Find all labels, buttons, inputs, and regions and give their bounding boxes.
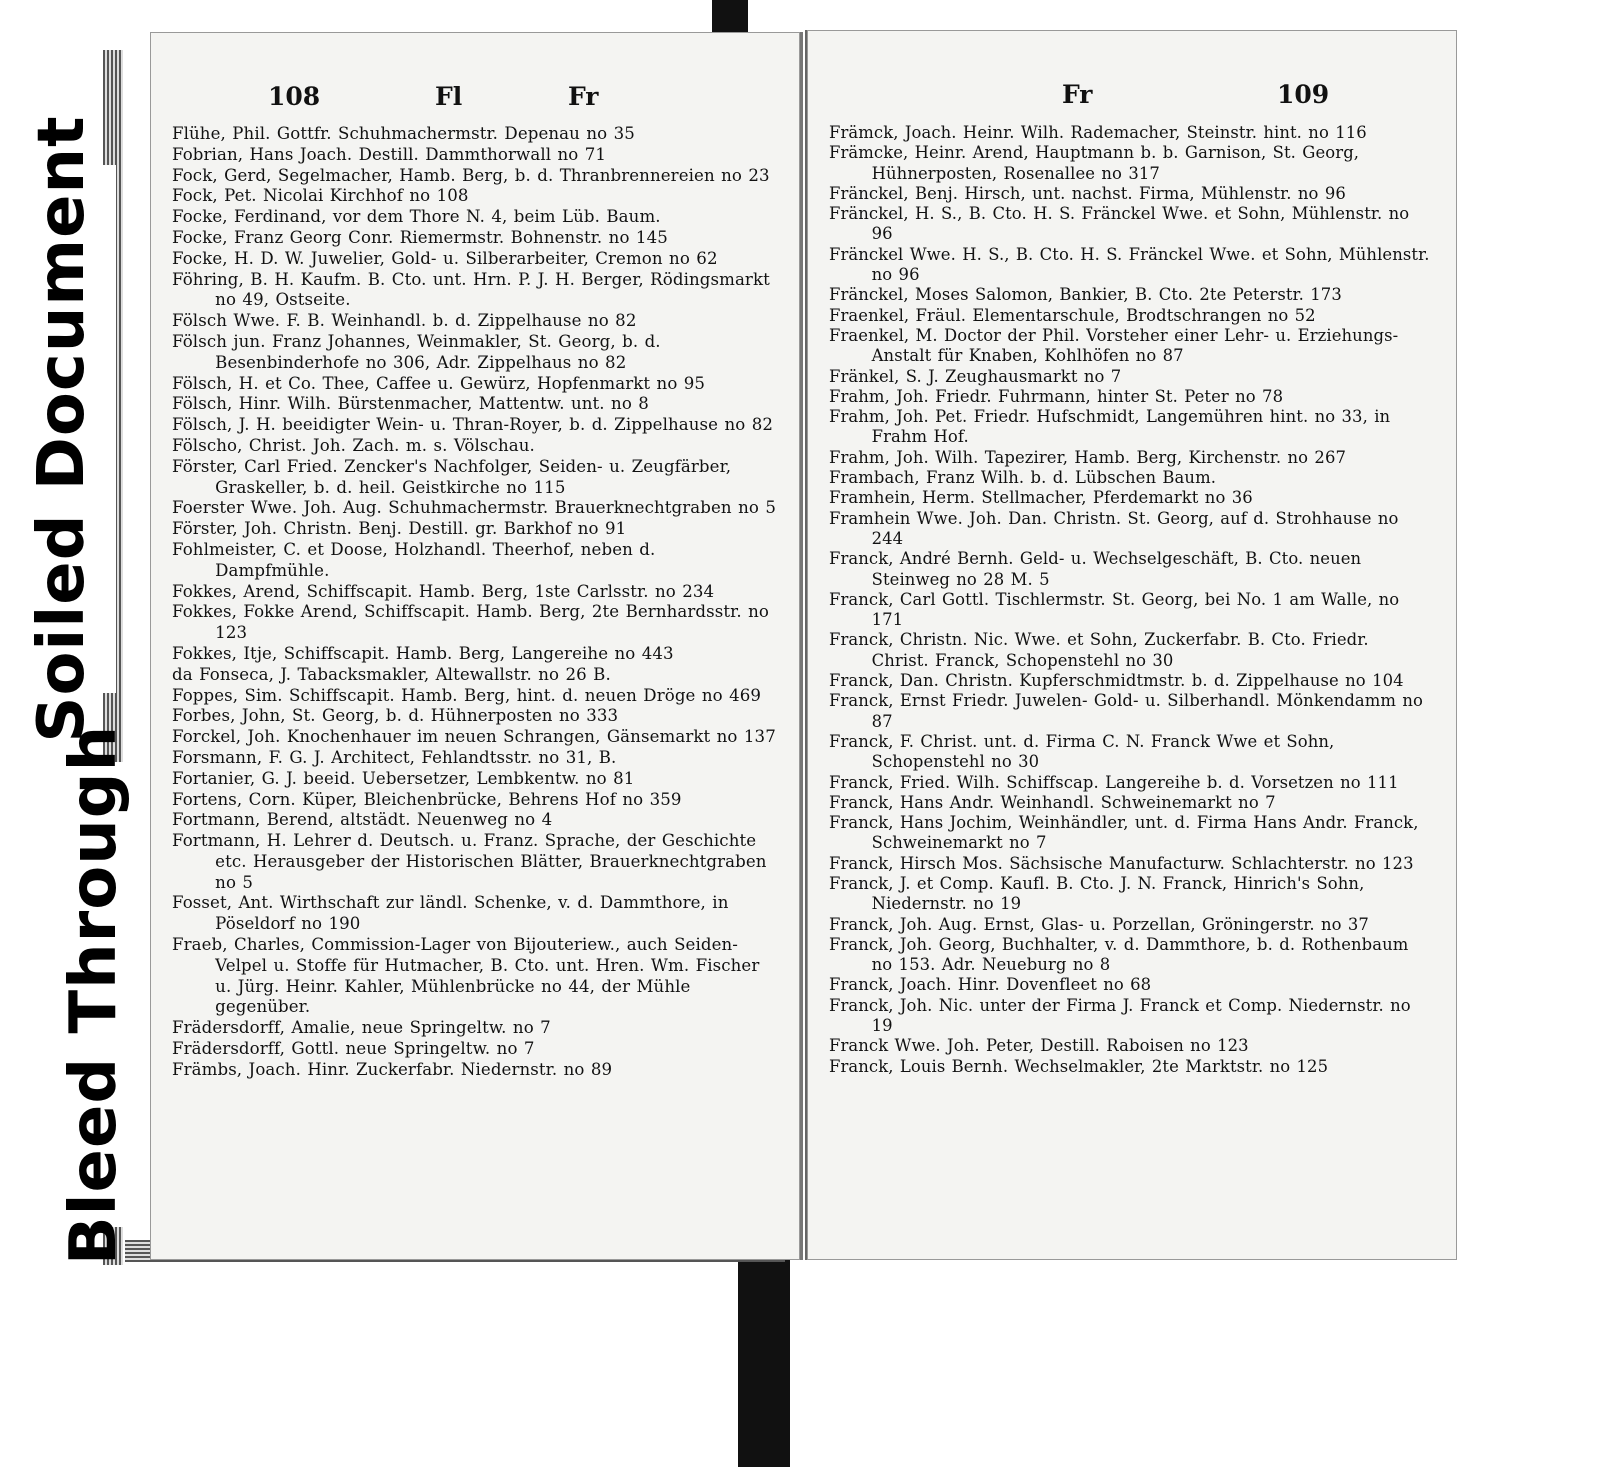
directory-entry: Franck, Carl Gottl. Tischlermstr. St. Georg, bei No. 1 am Walle, no 171 [829, 589, 1400, 630]
directory-entry: Fohlmeister, C. et Doose, Holzhandl. Theerhof, neben d. Dampfmühle. [172, 539, 656, 580]
soiled-document-label [8, 115, 116, 743]
directory-entry: Franck, Joh. Nic. unter der Firma J. Franck et Comp. Niedernstr. no 19 [829, 995, 1411, 1036]
directory-entry: Frahm, Joh. Friedr. Fuhrmann, hinter St. Peter no 78 [829, 386, 1284, 406]
left-entries-list [172, 124, 776, 1081]
directory-entry: Franck, J. et Comp. Kaufl. B. Cto. J. N. Franck, Hinrich's Sohn, Niedernstr. no 19 [829, 873, 1365, 914]
directory-entry: Franck, Hans Andr. Weinhandl. Schweinemarkt no 7 [829, 792, 1276, 812]
directory-entry: da Fonseca, J. Tabacksmakler, Altewallstr. no 26 B. [172, 664, 611, 684]
directory-entry: Fortanier, G. J. beeid. Uebersetzer, Lembkentw. no 81 [172, 768, 635, 788]
directory-entry: Fränckel, Moses Salomon, Bankier, B. Cto. 2te Peterstr. 173 [829, 285, 1342, 305]
directory-entry: Franck Wwe. Joh. Peter, Destill. Raboisen no 123 [829, 1036, 1249, 1056]
directory-entry: Fortmann, H. Lehrer d. Deutsch. u. Franz. Sprache, der Geschichte etc. Herausgeber der Historischen Blätter, Brauerknechtgraben no 5 [172, 831, 767, 892]
directory-entry: Focke, Franz Georg Conr. Riemermstr. Bohnenstr. no 145 [172, 227, 668, 247]
directory-entry: Fokkes, Fokke Arend, Schiffscapit. Hamb. Berg, 2te Bernhardsstr. no 123 [172, 602, 769, 643]
directory-entry: Fokkes, Arend, Schiffscapit. Hamb. Berg, 1ste Carlsstr. no 234 [172, 581, 715, 601]
right-page-header [807, 80, 1457, 120]
directory-entry: Franck, F. Christ. unt. d. Firma C. N. Franck Wwe et Sohn, Schopenstehl no 30 [829, 731, 1335, 772]
directory-entry: Främck, Joach. Heinr. Wilh. Rademacher, Steinstr. hint. no 116 [829, 123, 1367, 142]
directory-entry: Fölsch Wwe. F. B. Weinhandl. b. d. Zippelhause no 82 [172, 311, 637, 331]
directory-entry: Framhein Wwe. Joh. Dan. Christn. St. Georg, auf d. Strohhause no 244 [829, 508, 1399, 548]
directory-entry: Frambach, Franz Wilh. b. d. Lübschen Baum. [829, 468, 1217, 488]
directory-entry: Fortmann, Berend, altstädt. Neuenweg no 4 [172, 810, 553, 830]
left-header-range-start: Fl [435, 82, 463, 111]
directory-entry: Franck, Joh. Aug. Ernst, Glas- u. Porzellan, Gröningerstr. no 37 [829, 914, 1369, 934]
directory-entry: Fränkel, S. J. Zeughausmarkt no 7 [829, 366, 1122, 386]
directory-entry: Fock, Pet. Nicolai Kirchhof no 108 [172, 186, 469, 206]
directory-entry: Frahm, Joh. Pet. Friedr. Hufschmidt, Langemühren hint. no 33, in Frahm Hof. [829, 407, 1391, 447]
directory-entry: Franck, Louis Bernh. Wechselmakler, 2te Marktstr. no 125 [829, 1056, 1329, 1076]
directory-entry: Fölsch, J. H. beeidigter Wein- u. Thran-Royer, b. d. Zippelhause no 82 [172, 415, 774, 435]
directory-entry: Fock, Gerd, Segelmacher, Hamb. Berg, b. d. Thranbrennereien no 23 [172, 165, 770, 185]
left-header-range-end: Fr [568, 82, 599, 111]
directory-entry: Forsmann, F. G. J. Architect, Fehlandtsstr. no 31, B. [172, 747, 617, 767]
directory-entry: Främbs, Joach. Hinr. Zuckerfabr. Niedernstr. no 89 [172, 1059, 613, 1079]
directory-entry: Fränckel, Benj. Hirsch, unt. nachst. Firma, Mühlenstr. no 96 [829, 183, 1346, 203]
directory-entry: Franck, Joh. Georg, Buchhalter, v. d. Dammthore, b. d. Rothenbaum no 153. Adr. Neueburg no 8 [829, 934, 1409, 975]
directory-entry: Franck, Fried. Wilh. Schiffscap. Langereihe b. d. Vorsetzen no 111 [829, 772, 1399, 792]
directory-entry: Foerster Wwe. Joh. Aug. Schuhmachermstr. Brauerknechtgraben no 5 [172, 498, 776, 518]
directory-entry: Fortens, Corn. Küper, Bleichenbrücke, Behrens Hof no 359 [172, 789, 682, 809]
directory-entry: Frahm, Joh. Wilh. Tapezirer, Hamb. Berg, Kirchenstr. no 267 [829, 447, 1347, 467]
directory-entry: Fölsch jun. Franz Johannes, Weinmakler, St. Georg, b. d. Besenbinderhofe no 306, Adr. Zippelhaus no 82 [172, 331, 661, 372]
left-page [150, 32, 803, 1260]
directory-entry: Franck, André Bernh. Geld- u. Wechselgeschäft, B. Cto. neuen Steinweg no 28 M. 5 [829, 549, 1362, 589]
right-page [805, 30, 1457, 1260]
directory-entry: Franck, Hans Jochim, Weinhändler, unt. d. Firma Hans Andr. Franck, Schweinemarkt no 7 [829, 813, 1419, 853]
directory-entry: Frädersdorff, Amalie, neue Springeltw. no 7 [172, 1018, 551, 1038]
right-header-range: Fr [1062, 80, 1093, 109]
directory-entry: Franck, Ernst Friedr. Juwelen- Gold- u. Silberhandl. Mönkendamm no 87 [829, 691, 1424, 731]
directory-entry: Fölscho, Christ. Joh. Zach. m. s. Völschau. [172, 435, 535, 455]
directory-entry: Fölsch, H. et Co. Thee, Caffee u. Gewürz, Hopfenmarkt no 95 [172, 373, 706, 393]
directory-entry: Förster, Carl Fried. Zencker's Nachfolger, Seiden- u. Zeugfärber, Graskeller, b. d. heil. Geistkirche no 115 [172, 456, 732, 497]
left-page-header [150, 82, 800, 122]
directory-entry: Focke, Ferdinand, vor dem Thore N. 4, beim Lüb. Baum. [172, 207, 661, 227]
directory-entry: Franck, Hirsch Mos. Sächsische Manufacturw. Schlachterstr. no 123 [829, 853, 1414, 873]
directory-entry: Franck, Dan. Christn. Kupferschmidtmstr. b. d. Zippelhause no 104 [829, 671, 1404, 691]
directory-entry: Främcke, Heinr. Arend, Hauptmann b. b. Garnison, St. Georg, Hühnerposten, Rosenallee no 317 [829, 143, 1360, 183]
directory-entry: Forckel, Joh. Knochenhauer im neuen Schrangen, Gänsemarkt no 137 [172, 727, 776, 747]
directory-entry: Fölsch, Hinr. Wilh. Bürstenmacher, Mattentw. unt. no 8 [172, 394, 649, 414]
bleed-through-label [45, 724, 143, 1265]
directory-entry: Fränckel Wwe. H. S., B. Cto. H. S. Fränckel Wwe. et Sohn, Mühlenstr. no 96 [829, 244, 1430, 285]
right-entries-list [829, 123, 1431, 1077]
directory-entry: Fraenkel, Fräul. Elementarschule, Brodtschrangen no 52 [829, 305, 1316, 325]
directory-entry: Franck, Christn. Nic. Wwe. et Sohn, Zuckerfabr. B. Cto. Friedr. Christ. Franck, Schopenstehl no 30 [829, 630, 1369, 670]
directory-entry: Forbes, John, St. Georg, b. d. Hühnerposten no 333 [172, 706, 619, 726]
directory-entry: Frädersdorff, Gottl. neue Springeltw. no 7 [172, 1039, 535, 1059]
directory-entry: Förster, Joh. Christn. Benj. Destill. gr. Barkhof no 91 [172, 519, 627, 539]
directory-entry: Fosset, Ant. Wirthschaft zur ländl. Schenke, v. d. Dammthore, in Pöseldorf no 190 [172, 893, 729, 934]
directory-entry: Fränckel, H. S., B. Cto. H. S. Fränckel Wwe. et Sohn, Mühlenstr. no 96 [829, 204, 1410, 244]
directory-entry: Flühe, Phil. Gottfr. Schuhmachermstr. Depenau no 35 [172, 124, 635, 143]
bleed-through-text: Bleed Through [57, 724, 131, 1265]
directory-entry: Föhring, B. H. Kaufm. B. Cto. unt. Hrn. P. J. H. Berger, Rödingsmarkt no 49, Ostseite. [172, 269, 770, 310]
directory-entry: Fokkes, Itje, Schiffscapit. Hamb. Berg, Langereihe no 443 [172, 643, 674, 663]
binding-strip-bottom [738, 1242, 790, 1467]
directory-entry: Fobrian, Hans Joach. Destill. Dammthorwall no 71 [172, 144, 607, 164]
directory-entry: Fraenkel, M. Doctor der Phil. Vorsteher einer Lehr- u. Erziehungs-Anstalt für Knaben, Kohlhöfen no 87 [829, 325, 1399, 366]
directory-entry: Focke, H. D. W. Juwelier, Gold- u. Silberarbeiter, Cremon no 62 [172, 248, 718, 268]
directory-entry: Framhein, Herm. Stellmacher, Pferdemarkt no 36 [829, 488, 1253, 508]
left-page-number: 108 [268, 82, 321, 111]
right-page-number: 109 [1277, 80, 1330, 109]
directory-entry: Foppes, Sim. Schiffscapit. Hamb. Berg, hint. d. neuen Dröge no 469 [172, 685, 762, 705]
directory-entry: Fraeb, Charles, Commission-Lager von Bijouteriew., auch Seiden-Velpel u. Stoffe für Hutmacher, B. Cto. unt. Hren. Wm. Fischer u. Jürg. Heinr. Kahler, Mühlenbrücke no 44, der Mühle gegenüber. [172, 935, 760, 1017]
soiled-document-text: Soiled Document [25, 115, 99, 743]
directory-entry: Franck, Joach. Hinr. Dovenfleet no 68 [829, 975, 1152, 995]
